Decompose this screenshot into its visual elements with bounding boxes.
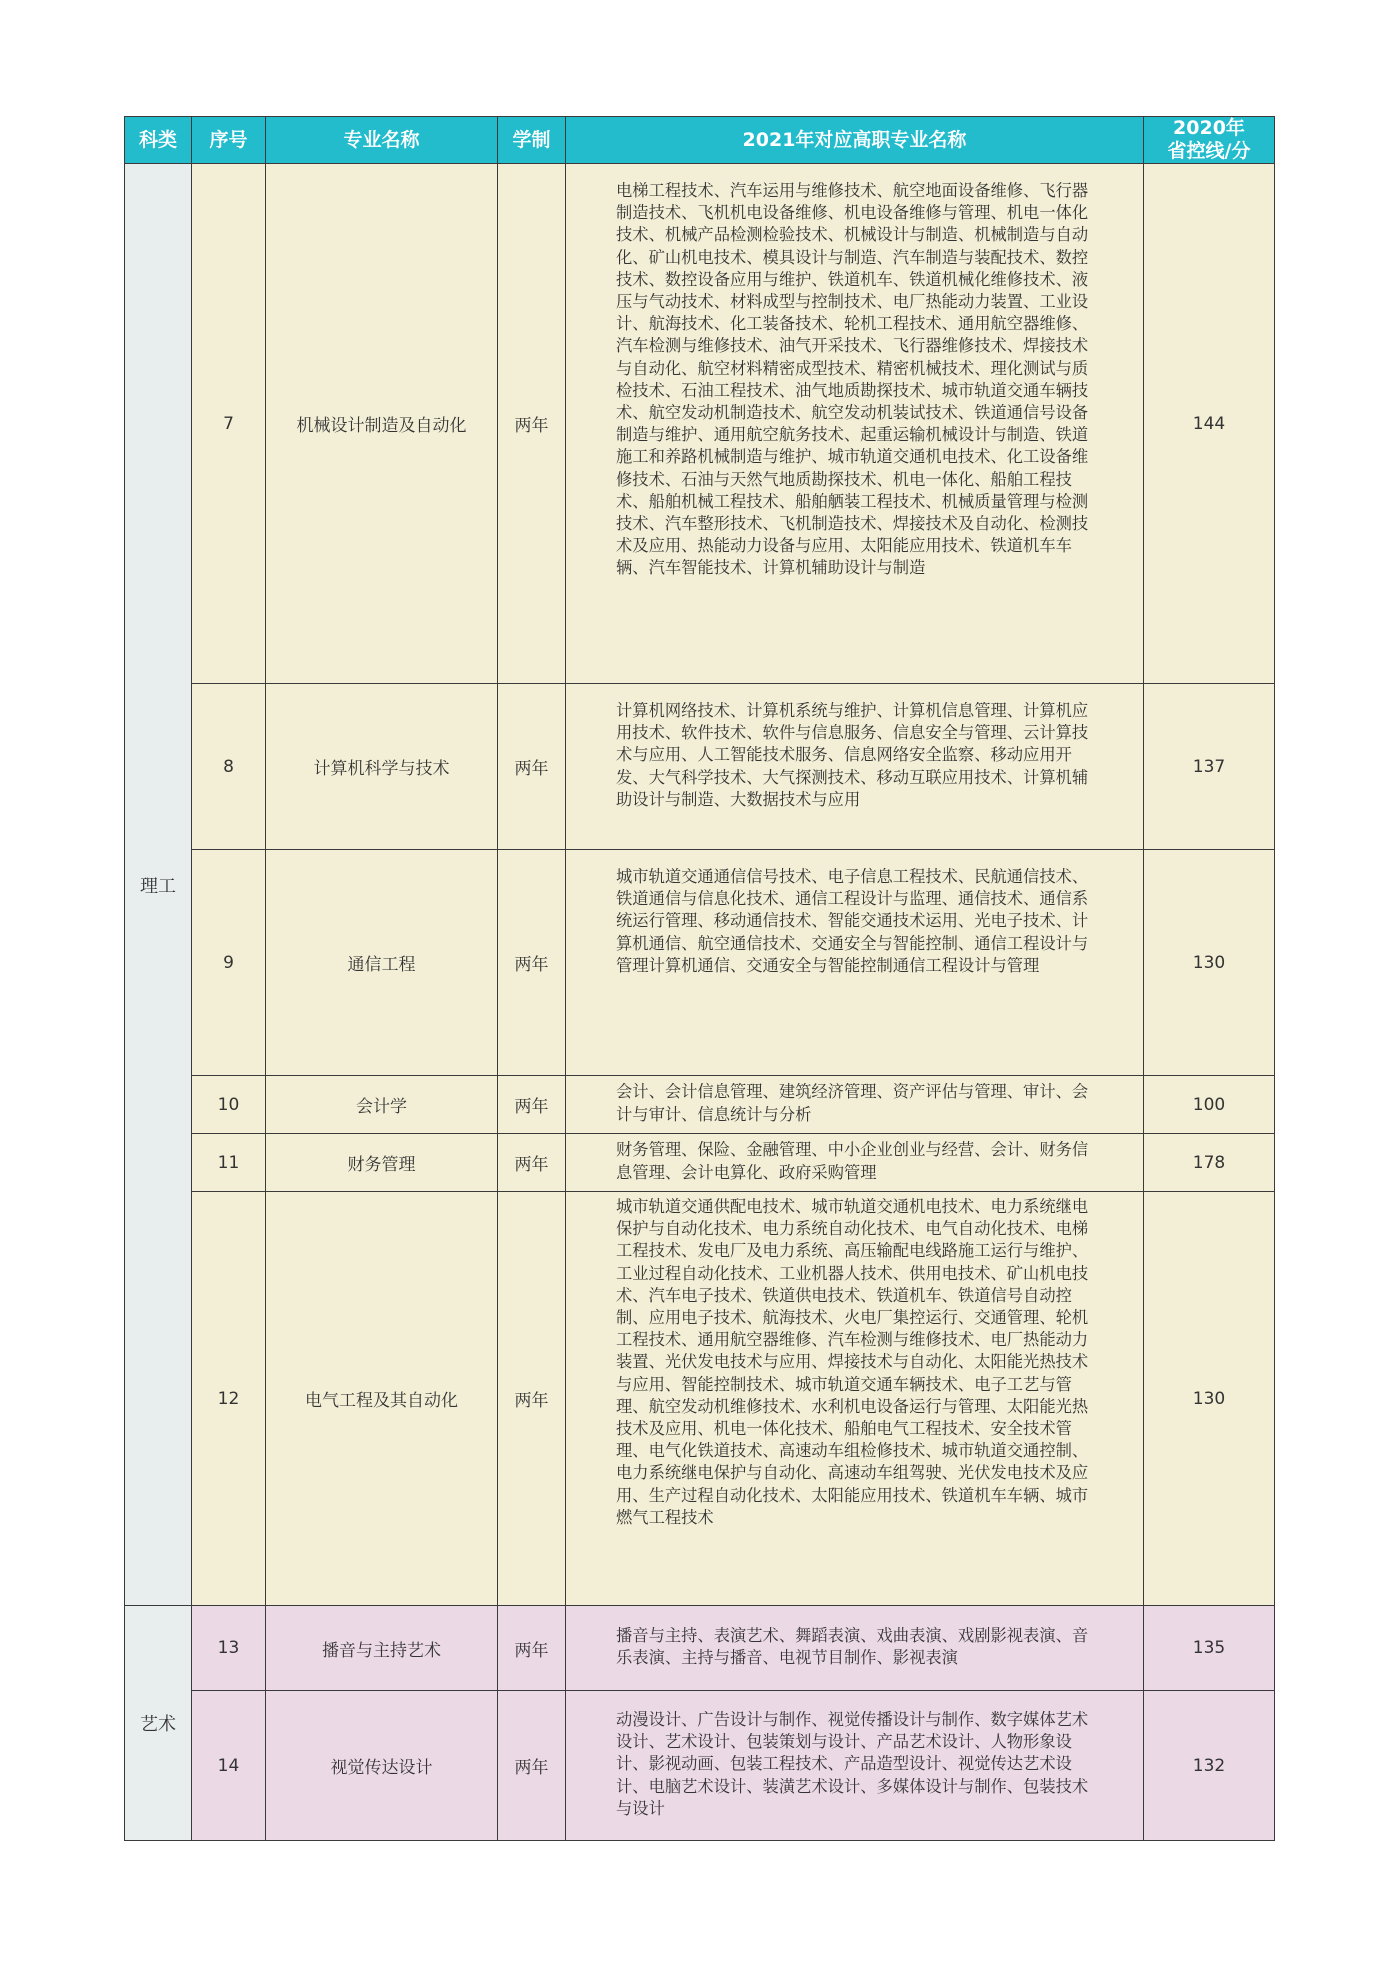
row-duration: 两年 bbox=[498, 850, 566, 1076]
table-row bbox=[125, 1192, 1275, 1606]
row-duration: 两年 bbox=[498, 1134, 566, 1192]
row-index: 7 bbox=[192, 164, 266, 684]
row-score: 132 bbox=[1144, 1691, 1275, 1841]
table-header-row bbox=[125, 117, 1275, 164]
row-major: 机械设计制造及自动化 bbox=[266, 164, 498, 684]
header-duration: 学制 bbox=[498, 117, 566, 164]
row-major: 计算机科学与技术 bbox=[266, 684, 498, 850]
table-row bbox=[125, 1606, 1275, 1691]
row-index: 12 bbox=[192, 1192, 266, 1606]
header-category: 科类 bbox=[125, 117, 192, 164]
category-art: 艺术 bbox=[125, 1606, 192, 1841]
row-vocational: 动漫设计、广告设计与制作、视觉传播设计与制作、数字媒体艺术设计、艺术设计、包装策划与设计、产品艺术设计、人物形象设计、影视动画、包装工程技术、产品造型设计、视觉传达艺术设计、电脑艺术设计、装潢艺术设计、多媒体设计与制作、包装技术与设计 bbox=[566, 1691, 1144, 1841]
row-vocational: 城市轨道交通通信信号技术、电子信息工程技术、民航通信技术、铁道通信与信息化技术、通信工程设计与监理、通信技术、通信系统运行管理、移动通信技术、智能交通技术运用、光电子技术、计算机通信、航空通信技术、交通安全与智能控制、通信工程设计与管理计算机通信、交通安全与智能控制通信工程设计与管理 bbox=[566, 850, 1144, 1076]
row-score: 137 bbox=[1144, 684, 1275, 850]
row-score: 178 bbox=[1144, 1134, 1275, 1192]
row-score: 144 bbox=[1144, 164, 1275, 684]
table-row bbox=[125, 1134, 1275, 1192]
row-major: 播音与主持艺术 bbox=[266, 1606, 498, 1691]
category-science: 理工 bbox=[125, 164, 192, 1606]
header-score-line1: 2020年 bbox=[1173, 117, 1245, 139]
row-vocational: 城市轨道交通供配电技术、城市轨道交通机电技术、电力系统继电保护与自动化技术、电力系统自动化技术、电气自动化技术、电梯工程技术、发电厂及电力系统、高压输配电线路施工运行与维护、工业过程自动化技术、工业机器人技术、供用电技术、矿山机电技术、汽车电子技术、铁道供电技术、铁道机车、铁道信号自动控制、应用电子技术、航海技术、火电厂集控运行、交通管理、轮机工程技术、通用航空器维修、汽车检测与维修技术、电厂热能动力装置、光伏发电技术与应用、焊接技术与自动化、太阳能光热技术与应用、智能控制技术、城市轨道交通车辆技术、电子工艺与管理、航空发动机维修技术、水利机电设备运行与管理、太阳能光热技术及应用、机电一体化技术、船舶电气工程技术、安全技术管理、电气化铁道技术、高速动车组检修技术、城市轨道交通控制、电力系统继电保护与自动化、高速动车组驾驶、光伏发电技术及应用、生产过程自动化技术、太阳能应用技术、铁道机车车辆、城市燃气工程技术 bbox=[566, 1192, 1144, 1606]
row-duration: 两年 bbox=[498, 1691, 566, 1841]
row-score: 135 bbox=[1144, 1606, 1275, 1691]
row-index: 13 bbox=[192, 1606, 266, 1691]
row-major: 视觉传达设计 bbox=[266, 1691, 498, 1841]
row-index: 9 bbox=[192, 850, 266, 1076]
row-major: 通信工程 bbox=[266, 850, 498, 1076]
row-score: 130 bbox=[1144, 850, 1275, 1076]
row-duration: 两年 bbox=[498, 1076, 566, 1134]
row-duration: 两年 bbox=[498, 164, 566, 684]
row-index: 10 bbox=[192, 1076, 266, 1134]
row-vocational: 财务管理、保险、金融管理、中小企业创业与经营、会计、财务信息管理、会计电算化、政府采购管理 bbox=[566, 1134, 1144, 1192]
row-vocational: 播音与主持、表演艺术、舞蹈表演、戏曲表演、戏剧影视表演、音乐表演、主持与播音、电视节目制作、影视表演 bbox=[566, 1606, 1144, 1691]
header-major: 专业名称 bbox=[266, 117, 498, 164]
header-vocational: 2021年对应高职专业名称 bbox=[566, 117, 1144, 164]
row-duration: 两年 bbox=[498, 1192, 566, 1606]
table-row bbox=[125, 1076, 1275, 1134]
table-row bbox=[125, 1691, 1275, 1841]
row-duration: 两年 bbox=[498, 1606, 566, 1691]
row-vocational: 会计、会计信息管理、建筑经济管理、资产评估与管理、审计、会计与审计、信息统计与分析 bbox=[566, 1076, 1144, 1134]
row-score: 130 bbox=[1144, 1192, 1275, 1606]
admission-table bbox=[124, 116, 1275, 1841]
row-index: 11 bbox=[192, 1134, 266, 1192]
header-score-line2: 省控线/分 bbox=[1167, 140, 1251, 162]
row-vocational: 计算机网络技术、计算机系统与维护、计算机信息管理、计算机应用技术、软件技术、软件与信息服务、信息安全与管理、云计算技术与应用、人工智能技术服务、信息网络安全监察、移动应用开发、大气科学技术、大气探测技术、移动互联应用技术、计算机辅助设计与制造、大数据技术与应用 bbox=[566, 684, 1144, 850]
table-row bbox=[125, 850, 1275, 1076]
row-major: 会计学 bbox=[266, 1076, 498, 1134]
table-row bbox=[125, 684, 1275, 850]
row-major: 电气工程及其自动化 bbox=[266, 1192, 498, 1606]
row-index: 14 bbox=[192, 1691, 266, 1841]
row-score: 100 bbox=[1144, 1076, 1275, 1134]
row-duration: 两年 bbox=[498, 684, 566, 850]
row-vocational: 电梯工程技术、汽车运用与维修技术、航空地面设备维修、飞行器制造技术、飞机机电设备维修、机电设备维修与管理、机电一体化技术、机械产品检测检验技术、机械设计与制造、机械制造与自动化、矿山机电技术、模具设计与制造、汽车制造与装配技术、数控技术、数控设备应用与维护、铁道机车、铁道机械化维修技术、液压与气动技术、材料成型与控制技术、电厂热能动力装置、工业设计、航海技术、化工装备技术、轮机工程技术、通用航空器维修、汽车检测与维修技术、油气开采技术、飞行器维修技术、焊接技术与自动化、航空材料精密成型技术、精密机械技术、理化测试与质检技术、石油工程技术、油气地质勘探技术、城市轨道交通车辆技术、航空发动机制造技术、航空发动机装试技术、铁道通信号设备制造与维护、通用航空航务技术、起重运输机械设计与制造、铁道施工和养路机械制造与维护、城市轨道交通机电技术、化工设备维修技术、石油与天然气地质勘探技术、机电一体化、船舶工程技术、船舶机械工程技术、船舶舾装工程技术、机械质量管理与检测技术、汽车整形技术、飞机制造技术、焊接技术及自动化、检测技术及应用、热能动力设备与应用、太阳能应用技术、铁道机车车辆、汽车智能技术、计算机辅助设计与制造 bbox=[566, 164, 1144, 684]
row-major: 财务管理 bbox=[266, 1134, 498, 1192]
table-row bbox=[125, 164, 1275, 684]
header-index: 序号 bbox=[192, 117, 266, 164]
row-index: 8 bbox=[192, 684, 266, 850]
header-score bbox=[1144, 117, 1275, 164]
